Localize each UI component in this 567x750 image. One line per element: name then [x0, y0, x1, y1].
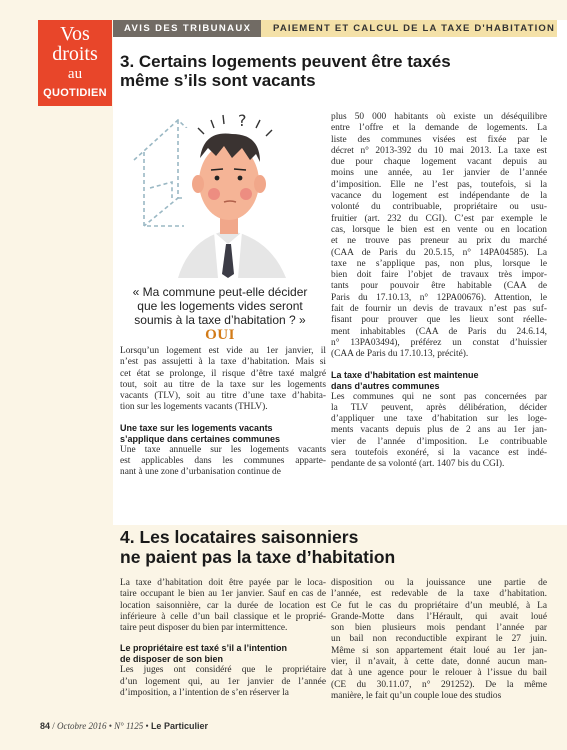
section4-column-1: La taxe d’habitation doit être payée par le loca- taire occupant le bien au 1er janvier. Sauf en cas de location saisonnière, car la durée de location est inférieure à celle d’un bail classique et le proprié- taire peut disposer du bien par intermittence. Le propriétaire est taxé s’il a l’intention de disposer de son bien Les juges ont considéré que le propriétaire d’un logement qui, au 1er janvier de l’année d’imposition, a l’intention de s’en réserver la [120, 578, 326, 699]
magazine-name: Le Particulier [150, 721, 208, 731]
subheading: de disposer de son bien [120, 654, 224, 665]
section3-title: 3. Certains logements peuvent être taxés même s’ils sont vacants [120, 52, 451, 90]
subheading: La taxe d’habitation est maintenue [331, 369, 479, 380]
topic-label: PAIEMENT ET CALCUL DE LA TAXE D'HABITATION [261, 20, 557, 37]
page-footer: 84 / Octobre 2016 • N° 1125 • Le Particulier [40, 721, 208, 731]
section4-title: 4. Les locataires saisonniers ne paient pas la taxe d’habitation [120, 527, 396, 567]
rubric-label: AVIS DES TRIBUNAUX [113, 20, 261, 37]
section3-column-2: plus 50 000 habitants où existe un déséquilibre entre l’offre et la demande de logements. La liste des communes visées est fixée par le décret n° 2013-392 du 10 mai 2013. La taxe est due pour chaque logement vacant depuis au moins une année, au 1er janvier de l’année d’imposition. Elle ne l’est pas, toutefois, si la vacance du logement est indépendante de la volonté du contribuable, propriétaire ou usu- fruitier (art. 232 du CGI). C’est par exemple le cas, lorsque le bien est en vente ou en location et ne trouve pas preneur au prix du marché (CAA de Paris du 20.5.15, n° 14PA04585). La taxe ne s’applique pas, non plus, lorsque le bien doit faire l’objet de travaux très impor- tants pour pouvoir être habitable (CAA de Paris du 17.10.13, n° 12PA00676). Attention, le fait de fournir un devis de travaux n’est pas suf- fisant pour prouver que les lieux sont réelle- ment inhabitables (CAA de Paris du 24.6.14, n° 13PA03494), préférez un constat d’huissier (CAA de Paris du 17.10.13, précité). La taxe d’habitation est maintenue dans d’autres communes Les communes qui ne sont pas concernées par la TLV peuvent, après délibération, décider d’appliquer une taxe d’habitation sur les loge- ments vacants depuis plus de 2 ans au 1er jan- vier de l’année d’imposition. Le contribuable sera toutefois exonéré, si la vacance est indé- pendante de sa volonté (art. 1407 bis du CGI). [331, 112, 547, 470]
subheading: dans d’autres communes [331, 380, 440, 391]
section4-column-2: disposition ou la jouissance une partie de l’année, est redevable de la taxe d’habitation. Ce fut le cas du propriétaire d’un meublé, à La Grande-Motte dans l’Hérault, qui avait loué son bien plusieurs mois pendant l’année par un bail non reconductible expirant le 27 juin. Même si son appartement était loué au 1er jan- vier, il n’avait, à cette date, donné aucun man- dat à une agence pour le relouer à l’issue du bail (CE du 30.11.07, n° 291252). De la même manière, le fait qu’un couple loue des studios [331, 578, 547, 701]
thinking-man-illustration [120, 98, 320, 278]
vos-droits-badge: Vos droits au QUOTIDIEN [38, 20, 112, 106]
subheading: s’applique dans certaines communes [120, 433, 281, 444]
issue-info: Octobre 2016 • N° 1125 [57, 721, 144, 731]
subheading: Une taxe sur les logements vacants [120, 422, 273, 433]
svg-text:?: ? [238, 111, 247, 130]
section3-answer: OUI [205, 327, 235, 343]
page-number: 84 [40, 721, 51, 731]
section3-question: « Ma commune peut-elle décider que les logements vides seront soumis à la taxe d’habitation ? » [132, 285, 308, 327]
section3-column-1: Lorsqu’un logement est vide au 1er janvier, il n’est pas assujetti à la taxe d’habitation. Mais si cet état se prolonge, il risque d’être taxé malgré tout, soit au titre de la taxe sur les logements vacants (TLV), soit au titre d’une taxe d’habita- tion sur les logements vacants (THLV). Une taxe sur les logements vacants s’applique dans certaines communes Une taxe annuelle sur les logements vacants est applicables dans les communes apparte- nant à une zone d’urbanisation continue de [120, 346, 326, 478]
subheading: Le propriétaire est taxé s’il a l’intention [120, 643, 288, 654]
